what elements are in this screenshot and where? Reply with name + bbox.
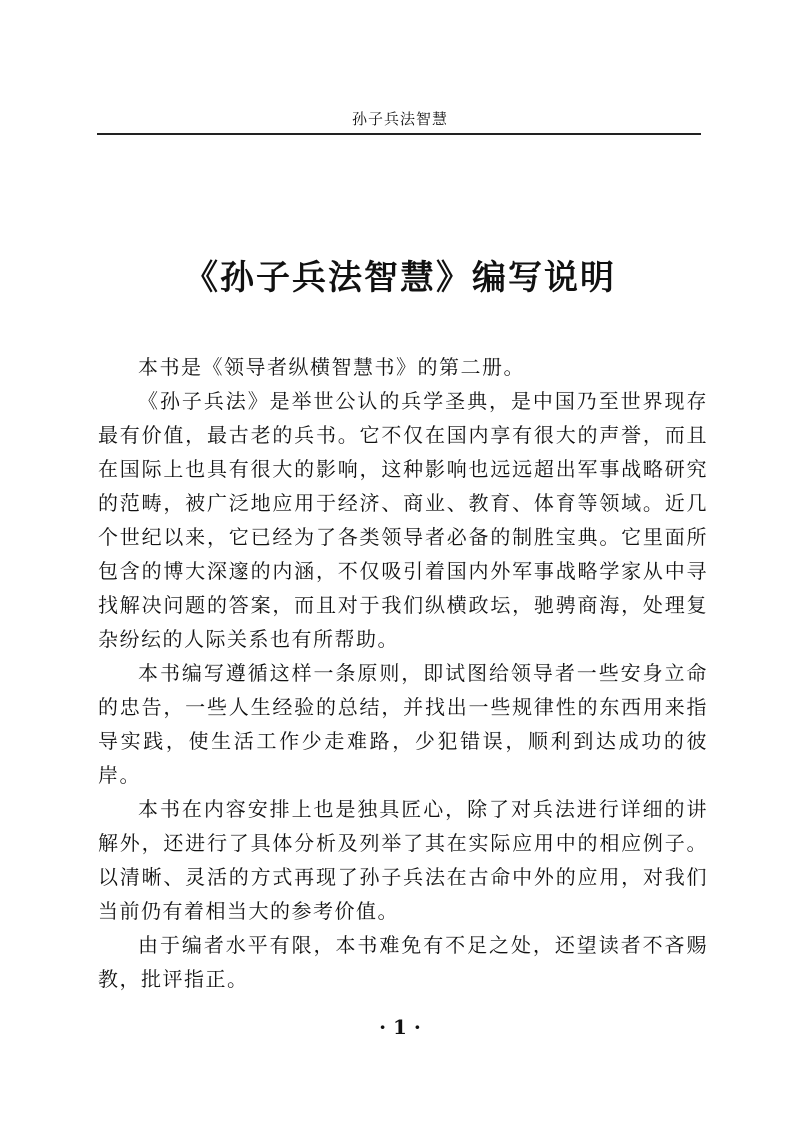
document-title: 《孙子兵法智慧》编写说明 <box>184 258 616 298</box>
paragraph-1: 本书是《领导者纵横智慧书》的第二册。 <box>138 355 525 379</box>
paragraph-2: 《孙子兵法》是举世公认的兵学圣典，是中国乃至世界现存最有价值，最古老的兵书。它不仅在国内享有很大的声誉，而且在国际上也具有很大的影响，这种影响也远远超出军事战略研究的范畴，被广泛地应用于经济、商业、教育、体育等领域。近几个世纪以来，它已经为了各类领导者必备的制胜宝典。它里面所包含的博大深邃的内涵，不仅吸引着国内外军事战略学家从中寻找解决问题的答案，而且对于我们纵横政坛，驰骋商海，处理复杂纷纭的人际关系也有所帮助。 <box>98 389 708 651</box>
paragraph-4: 本书在内容安排上也是独具匠心，除了对兵法进行详细的讲解外，还进行了具体分析及列举了其在实际应用中的相应例子。以清晰、灵活的方式再现了孙子兵法在古命中外的应用，对我们当前仍有着相当大的参考价值。 <box>98 797 708 923</box>
paragraph-3: 本书编写遵循这样一条原则，即试图给领导者一些安身立命的忠告，一些人生经验的总结，并找出一些规律性的东西用来指导实践，使生活工作少走难路，少犯错误，顺利到达成功的彼岸。 <box>98 661 708 787</box>
header-rule <box>97 133 701 135</box>
page-number: · 1 · <box>379 1015 421 1039</box>
running-header: 孙子兵法智慧 <box>351 110 448 128</box>
paragraph-5: 由于编者水平有限，本书难免有不足之处，还望读者不吝赐教，批评指正。 <box>98 933 708 991</box>
body-text <box>98 350 708 996</box>
